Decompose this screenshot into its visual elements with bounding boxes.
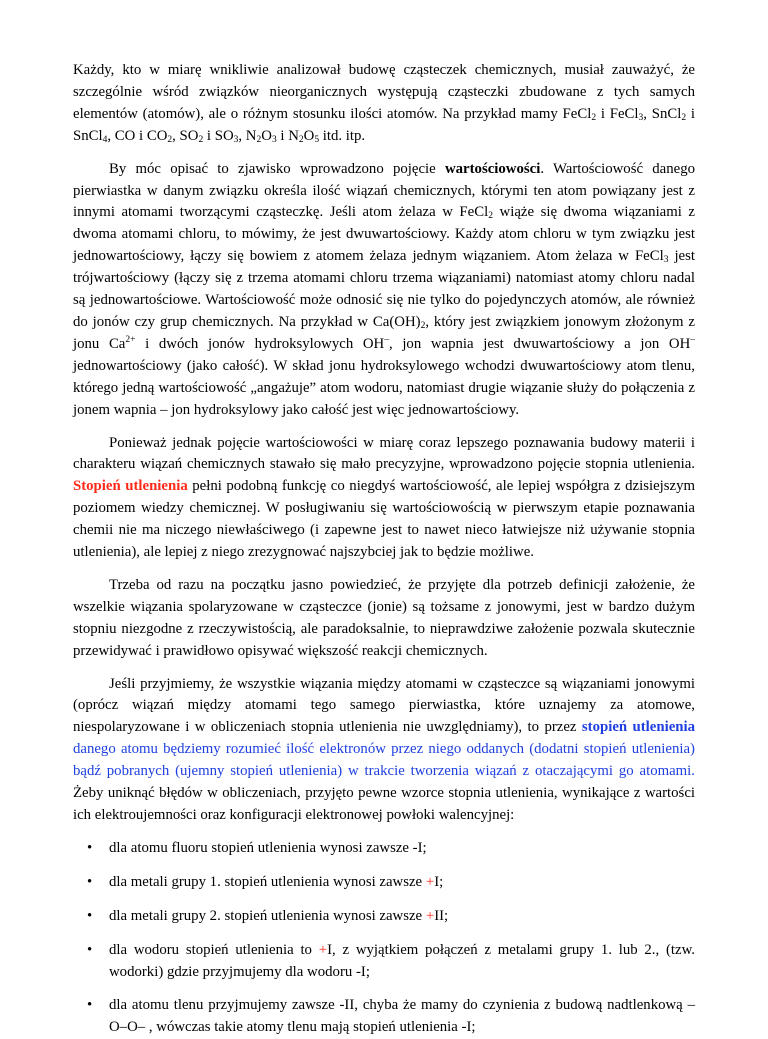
text: , jon wapnia jest dwuwartościowy a jon OH [388, 335, 691, 352]
text: jest trójwartościowy (łączy się z trzema atomami chloru trzema wiązaniami) natomiast atomy chloru nadal są jednowartościowe. Wartościowość może odnosić się nie tylko do pojedynczych atomów, ale również do jonów czy grup chemicznych. Na przykład w Ca(OH) [73, 248, 695, 330]
text: dla metali grupy 1. stopień utlenienia wynosi zawsze [109, 873, 426, 890]
list-item [73, 872, 695, 894]
text: i SO [203, 127, 234, 144]
bullet-icon: • [87, 907, 93, 924]
subscript: 3 [638, 112, 644, 123]
text: , N [238, 127, 257, 144]
list-item [73, 906, 695, 928]
text: II; [434, 907, 449, 924]
plus-sign: + [425, 873, 435, 890]
subscript: 3 [663, 255, 669, 266]
text: dla wodoru stopień utlenienia to [109, 941, 319, 958]
superscript: 2+ [125, 334, 136, 345]
subscript: 2 [591, 112, 597, 123]
text: , który jest związkiem jonowym złożonym z jonu Ca [73, 313, 695, 352]
subscript: 3 [233, 134, 239, 145]
list-item [73, 995, 695, 1039]
term-valence: wartościowości [444, 160, 541, 177]
subscript: 2 [298, 134, 304, 145]
text: , SnCl [643, 105, 682, 122]
definition-text: danego atomu będziemy rozumieć ilość elektronów przez niego oddanych (dodatni stopień utlenienia) bądź pobranych (ujemny stopień utlenienia) w trakcie tworzenia wiązań z otaczającymi go atomami. [73, 741, 695, 780]
term-oxidation-state-definition: stopień utlenienia [581, 719, 695, 736]
bullet-icon: • [87, 997, 93, 1014]
text: wiąże się dwoma wiązaniami z dwoma atomami chloru, to mówimy, że jest dwuwartościowy. Każdy atom chloru w tym związku jest jednowartościowy, łączy się bowiem z atomem żelaza jednym wiązaniem. Atom żelaza w FeCl [73, 204, 695, 265]
plus-sign: + [318, 941, 328, 958]
text: jednowartościowy (jako całość). W skład jonu hydroksylowego wchodzi dwuwartościowy atom tlenu, którego jedną wartościowość „angażuje” atom wodoru, natomiast drugie wiązanie służy do połączenia z jonem wapnia – jon hydroksylowy jako całość jest więc jednowartościowy. [73, 357, 695, 418]
text: Każdy, kto w miarę wnikliwie analizował budowę cząsteczek chemicznych, musiał zauważyć, że szczególnie wśród związków nieorganicznych występują cząsteczki zbudowane z tych samych elementów (atomów), ale o różnym stosunku ilości atomów. Na przykład mamy FeCl [73, 62, 695, 122]
paragraph-oxidation-intro [73, 433, 695, 564]
paragraph-valence [73, 159, 695, 422]
subscript: 2 [198, 134, 204, 145]
text: i SnCl [73, 105, 695, 144]
bullet-icon: • [87, 839, 93, 856]
text: By móc opisać to zjawisko wprowadzono pojęcie [109, 160, 445, 177]
list-item [73, 838, 695, 860]
paragraph-definition [73, 674, 695, 827]
superscript: – [384, 334, 389, 345]
subscript: 5 [314, 134, 320, 145]
text: Jeśli przyjmiemy, że wszystkie wiązania między atomami w cząsteczce są wiązaniami jonowymi (oprócz wiązań między atomami tego samego pierwiastka, które uznajemy za atomowe, niespolaryzowane i w obliczeniach stopnia utlenienia nie uwzględniamy), to przez [73, 675, 695, 736]
paragraph-intro [73, 60, 695, 148]
subscript: 2 [256, 134, 262, 145]
text: O [261, 127, 272, 144]
text: O [303, 127, 315, 144]
rules-list [73, 838, 695, 1039]
text: , CO i CO [107, 127, 168, 144]
text: I, z wyjątkiem połączeń z metalami grupy 1. lub 2., (tzw. wodorki) gdzie przyjmujemy dla wodoru -I; [109, 941, 695, 980]
text: dla atomu tlenu przyjmujemy zawsze -II, chyba że mamy do czynienia z budową nadtlenkową –O–O– , wówczas takie atomy tlenu mają stopień utlenienia -I; [109, 997, 695, 1036]
list-item [73, 940, 695, 984]
text: Żeby uniknąć błędów w obliczeniach, przyjęto pewne wzorce stopnia utlenienia, wynikające z wartości ich elektroujemności oraz konfiguracji elektronowej powłoki walencyjnej: [73, 785, 695, 823]
text: i FeCl [596, 105, 639, 122]
plus-sign: + [425, 907, 435, 924]
text: itd. itp. [319, 127, 366, 144]
bullet-icon: • [87, 873, 93, 890]
subscript: 2 [681, 112, 687, 123]
text: . Wartościowość danego pierwiastka w danym związku określa ilość wiązań chemicznych, którymi ten atom powiązany jest z innymi atomami tworzącymi cząsteczkę. Jeśli atom żelaza w FeCl [73, 160, 696, 221]
text: Ponieważ jednak pojęcie wartościowości w miarę coraz lepszego poznawania budowy materii i charakteru wiązań chemicznych stawało się mało precyzyjne, wprowadzono pojęcie stopnia utlenienia. [73, 434, 695, 473]
text: Trzeba od razu na początku jasno powiedzieć, że przyjęte dla potrzeb definicji założenie, że wszelkie wiązania spolaryzowane w cząsteczce (jonie) są tożsame z jonowymi, jest w bardzo dużym stopniu niezgodne z rzeczywistością, ale paradoksalnie, to nieprawdziwe założenie pozwala skutecznie przewidywać i prawidłowo opisywać większość reakcji chemicznych. [73, 576, 695, 659]
subscript: 2 [420, 320, 426, 331]
text: i dwóch jonów hydroksylowych OH [135, 335, 385, 352]
text: pełni podobną funkcję co niegdyś wartościowość, ale lepiej współgra z dzisiejszym poziomem wiedzy chemicznej. W posługiwaniu się wartościowością w pierwszym etapie poznawania chemii nie ma niczego niewłaściwego (i zapewne jest to nawet nieco łatwiejsze niż używanie stopnia utlenienia), ale lepiej z niego zrezygnować najszybciej jak to będzie możliwe. [73, 478, 695, 561]
text: i N [276, 127, 299, 144]
text: , SO [172, 127, 199, 144]
subscript: 4 [102, 134, 108, 145]
superscript: – [690, 334, 695, 345]
text: dla atomu fluoru stopień utlenienia wynosi zawsze -I; [109, 839, 427, 856]
subscript: 3 [271, 134, 277, 145]
bullet-icon: • [87, 941, 93, 958]
text: I; [434, 873, 444, 890]
subscript: 2 [488, 211, 493, 222]
term-oxidation-state: Stopień utlenienia [73, 478, 188, 495]
text: dla metali grupy 2. stopień utlenienia wynosi zawsze [109, 907, 426, 924]
subscript: 2 [167, 134, 173, 145]
paragraph-assumption [73, 575, 695, 663]
